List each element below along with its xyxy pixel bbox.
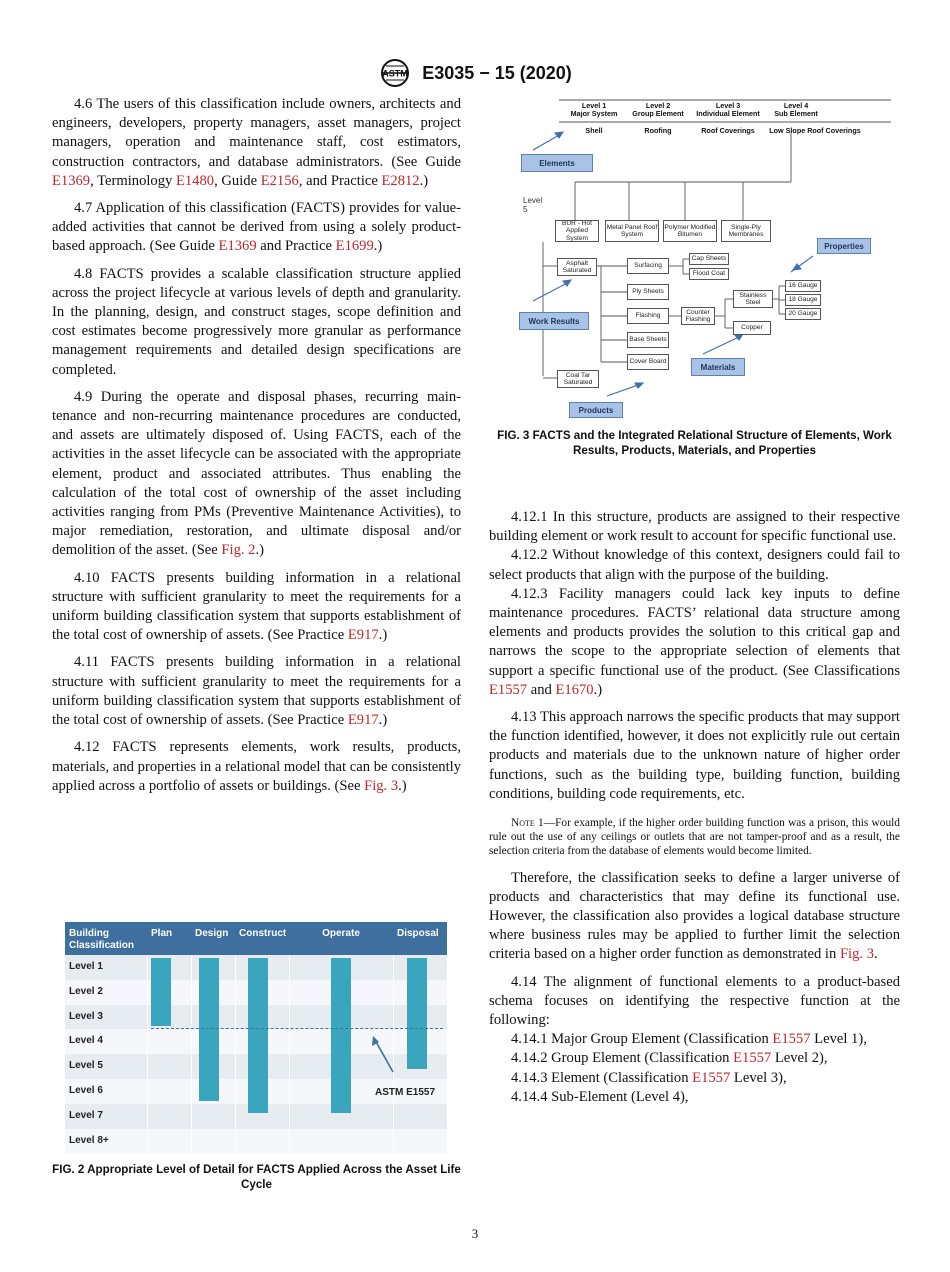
fig3-level-4: Level 4 Sub Element — [774, 101, 818, 119]
ref-link[interactable]: E1557 — [489, 681, 528, 698]
ref-link[interactable]: E1699 — [335, 238, 374, 255]
fig2-level-label: Level 4 — [69, 1035, 103, 1047]
fig2-caption: FIG. 2 Appropriate Level of Detail for FACTS Applied Across the Asset Life Cycle — [52, 1163, 461, 1191]
fig2-level-row — [65, 1129, 447, 1154]
ref-link[interactable]: E2156 — [260, 172, 299, 189]
para-4-13: 4.13 This approach narrows the specific products that may support the function identified, however, it does not explicitly rule out certain products and materials due to the unknown nature of higher order functions, such as the building type, building function, building conditions, building code requirements, etc. — [489, 709, 900, 802]
fig3-work-results-callout: Work Results — [519, 312, 589, 330]
fig2-header-disposal: Disposal — [393, 922, 447, 955]
fig2-level-label: Level 1 — [69, 961, 103, 972]
fig3-box-coal-tar: Coal Tar Saturated — [557, 370, 599, 388]
para-4-12-3: 4.12.3 Facility managers could lack key inputs to define maintenance procedures. FACTS’ relational data structure among elements and products provides the solution to this critical gap and narrows the scope to the appropriate selection of elements that support a specific functional use of the product. (See Classifications E1557 and E1670.) — [489, 585, 900, 698]
fig3-box-cap-sheets: Cap Sheets — [689, 253, 729, 265]
fig2-level-label: Level 5 — [69, 1060, 103, 1072]
fig2-bar-design — [199, 958, 219, 1101]
fig2-arrow-icon — [365, 1032, 399, 1076]
fig3-level5-label: Level 5 — [523, 196, 543, 214]
para-4-14-2: 4.14.2 Group Element (Classification E1557 Level 2), — [511, 1050, 828, 1067]
fig-link[interactable]: Fig. 3 — [364, 777, 399, 794]
fig3-box-stainless: Stainless Steel — [733, 290, 773, 308]
fig3-box-20-gauge: 20 Gauge — [785, 308, 821, 320]
fig3-level-1-value: Shell — [585, 126, 603, 135]
para-4-12-1: 4.12.1 In this structure, products are assigned to their respective building element or work result to account for specific functional use. — [489, 509, 900, 545]
astm-logo-icon — [378, 58, 412, 88]
fig3-level-4-value: Low Slope Roof Coverings — [769, 126, 861, 135]
ref-link[interactable]: E917 — [347, 627, 379, 644]
standard-designation: E3035 − 15 (2020) — [422, 62, 572, 83]
fig3-level-2-value: Roofing — [644, 126, 672, 135]
fig3-caption: FIG. 3 FACTS and the Integrated Relational Structure of Elements, Work Results, Products, Materials, and Properties — [497, 429, 892, 457]
fig-link[interactable]: Fig. 2 — [221, 542, 256, 559]
fig3-box-18-gauge: 18 Gauge — [785, 294, 821, 306]
fig3-box-base-sheets: Base Sheets — [627, 332, 669, 348]
fig2-annotation: ASTM E1557 — [375, 1087, 436, 1098]
fig3-box-single-ply: Single-Ply Membranes — [721, 220, 771, 242]
para-4-14: 4.14 The alignment of functional elements to a product-based schema focuses on identifying the respective function at the following: — [489, 973, 900, 1029]
left-column — [52, 95, 461, 804]
para-4-10: 4.10 FACTS presents building information in a relational structure with sufficient granularity to meet the requirements for a uniform building classification system that supports establishment of the total cost of ownership of assets. (See Practice E917.) — [52, 569, 461, 644]
para-4-14-4: 4.14.4 Sub-Element (Level 4), — [511, 1088, 689, 1105]
fig3-properties-callout: Properties — [817, 238, 871, 254]
fig3-box-bur: BUR - Hot Applied System — [555, 220, 599, 242]
fig3-box-counter-flashing: Counter Flashing — [681, 307, 715, 325]
ref-link[interactable]: E1557 — [772, 1031, 811, 1048]
fig3-box-surfacing: Surfacing — [627, 258, 669, 274]
fig2-bar-plan — [151, 958, 171, 1026]
para-4-14-1: 4.14.1 Major Group Element (Classification E1557 Level 1), — [511, 1031, 867, 1048]
svg-text:ASTM: ASTM — [382, 68, 408, 79]
fig2-level-label: Level 7 — [69, 1109, 103, 1121]
fig3-box-metal: Metal Panel Roof System — [605, 220, 659, 242]
fig2-header-construct: Construct — [235, 922, 289, 955]
right-column — [489, 508, 900, 1107]
fig3-box-flood-coat: Flood Coat — [689, 268, 729, 280]
fig3-level-3: Level 3 Individual Element — [696, 101, 760, 119]
para-therefore: Therefore, the classification seeks to define a larger universe of products and characteristics that may define its functional use. However, the classification also provides a logical database structure where business rules may be applied to further limit the selection criteria based on a higher order function as demonstrated in Fig. 3. — [489, 869, 900, 963]
fig2-header-classification: Building Classification — [65, 922, 147, 955]
fig2-level-label: Level 6 — [69, 1085, 103, 1096]
fig3-box-16-gauge: 16 Gauge — [785, 280, 821, 292]
figure-2-level-chart — [65, 922, 447, 1154]
ref-link[interactable]: E2812 — [381, 172, 420, 189]
fig2-level-label: Level 3 — [69, 1010, 103, 1022]
page-number: 3 — [471, 1226, 479, 1241]
para-4-11: 4.11 FACTS presents building information in a relational structure with sufficient granularity to meet the requirements for a uniform building classification system that supports establishment of the total cost of ownership of assets. (See Practice E917.) — [52, 654, 461, 729]
fig3-products-callout: Products — [569, 402, 623, 418]
fig2-header-operate: Operate — [289, 922, 393, 955]
fig3-level-3-value: Roof Coverings — [701, 126, 755, 135]
fig3-level-2: Level 2 Group Element — [632, 101, 684, 119]
fig2-level3-dashed-line — [151, 1028, 443, 1029]
fig3-materials-callout: Materials — [691, 358, 745, 376]
fig3-level-1: Level 1 Major System — [570, 101, 618, 119]
ref-link[interactable]: E1369 — [218, 238, 257, 255]
ref-link[interactable]: E917 — [347, 712, 379, 729]
fig2-header-plan: Plan — [147, 922, 191, 955]
para-4-8: 4.8 FACTS provides a scalable classification structure applied across the project lifecycle at various levels of depth and granularity. In the planning, design, and construct stages, scope definition and cost estimates become progressively more granular as performance management requirements and detailed design specifications are completed. — [52, 265, 461, 378]
fig2-level-label: Level 8+ — [69, 1134, 109, 1146]
fig2-header-design: Design — [191, 922, 235, 955]
page-header — [0, 58, 950, 88]
fig3-box-polymer: Polymer Modified Bitumen — [663, 220, 717, 242]
fig3-box-copper: Copper — [733, 321, 771, 335]
para-4-12: 4.12 FACTS represents elements, work results, products, materials, and properties in a relational model that can be consistently applied across a portfolio of assets or buildings. (See Fig. 3.) — [52, 739, 461, 794]
fig2-bar-operate — [331, 958, 351, 1113]
para-4-9: 4.9 During the operate and disposal phases, recurring maintenance and non-recurring maintenance procedures are conducted, and assets are ultimately disposed of. Using FACTS, each of the activities in the asset lifecycle can be associated with the appropriate element, product and associated attributes. Thus enabling the calculation of the total cost of ownership of the asset including activities ranging from PMs (Preventive Maintenance Activities), to major remediation, restoration, and ultimate disposal and/or demolition of the asset. (See Fig. 2.) — [52, 388, 461, 559]
fig3-box-ply-sheets: Ply Sheets — [627, 284, 669, 300]
fig-link[interactable]: Fig. 3 — [839, 946, 874, 963]
para-4-14-3: 4.14.3 Element (Classification E1557 Level 3), — [511, 1069, 787, 1086]
ref-link[interactable]: E1670 — [555, 681, 594, 698]
fig2-level-label: Level 2 — [69, 985, 103, 997]
note-1: Note 1—For example, if the higher order building function was a prison, this would rule out the use of any ceilings or outlets that are not tamper-proof and as a result, the selection criteria from the database of elements would become limited. — [489, 817, 900, 858]
fig2-bar-disposal — [407, 958, 427, 1069]
fig3-box-cover-board: Cover Board — [627, 354, 669, 370]
ref-link[interactable]: E1369 — [52, 172, 91, 189]
para-4-7: 4.7 Application of this classification (FACTS) provides for value-added activities that cannot be derived from using a solely product-based approach. (See Guide E1369 and Practice E1699.) — [52, 200, 461, 255]
fig3-box-asphalt: Asphalt Saturated — [557, 258, 597, 276]
fig3-box-flashing: Flashing — [627, 308, 669, 324]
fig3-elements-callout: Elements — [521, 154, 593, 172]
ref-link[interactable]: E1557 — [733, 1050, 772, 1067]
fig2-bar-construct — [248, 958, 268, 1113]
ref-link[interactable]: E1480 — [175, 172, 215, 189]
para-4-6: 4.6 The users of this classification include owners, architects and engineers, developers, property managers, asset managers, project managers, operation and maintenance staff, cost estimators, construction contractors, and database administrators. (See Guide E1369, Terminology E1480, Guide E2156, and Practice E2812.) — [52, 96, 461, 189]
ref-link[interactable]: E1557 — [692, 1069, 731, 1086]
para-4-12-2: 4.12.2 Without knowledge of this context, designers could fail to select products that align with the purpose of the building. — [489, 547, 900, 583]
